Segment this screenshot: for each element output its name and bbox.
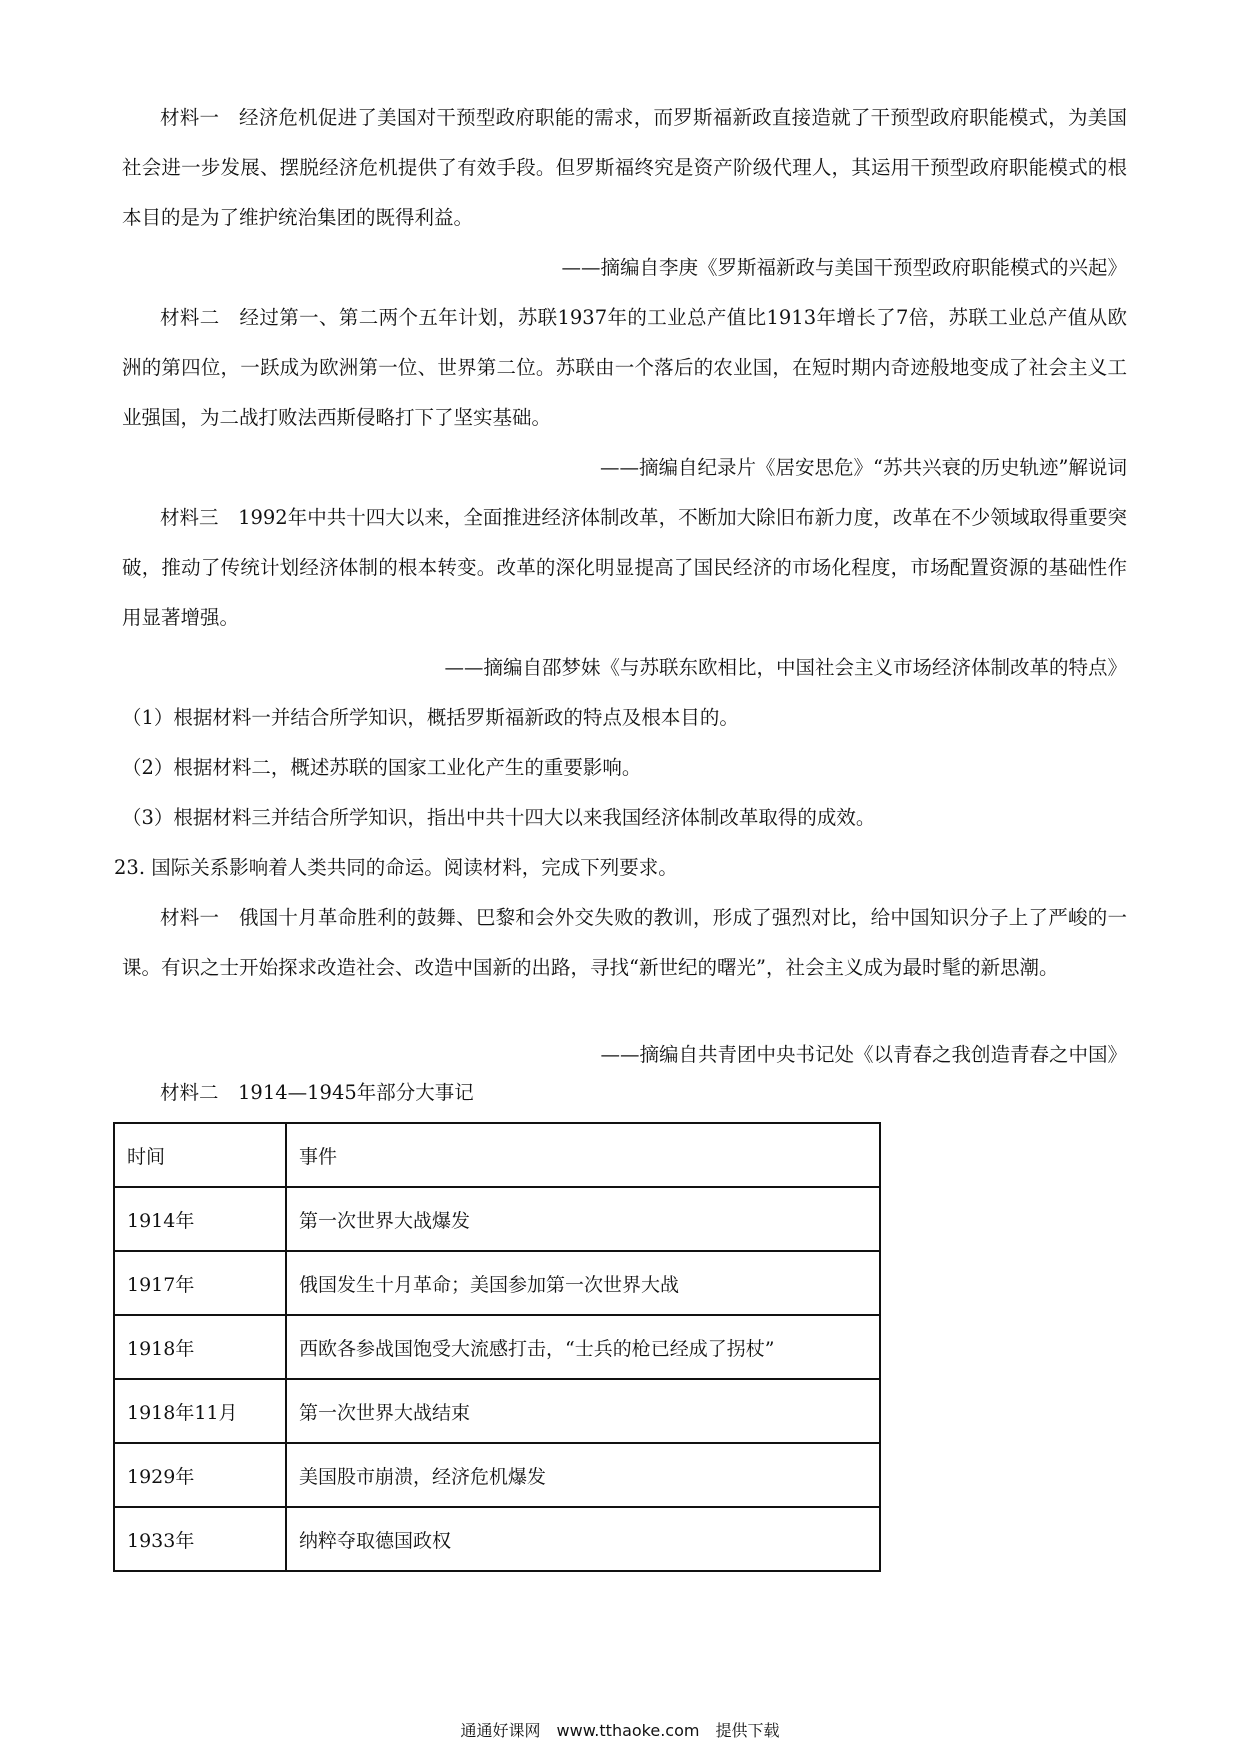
table-row (114, 1251, 880, 1315)
material3-paragraph: 材料三 1992年中共十四大以来，全面推进经济体制改革，不断加大除旧布新力度，改革在不少领域取得重要突破，推动了传统计划经济体制的根本转变。改革的深化明显提高了国民经济的市场化程度，市场配置资源的基础性作用显著增强。 (122, 506, 1127, 629)
table-row (114, 1443, 880, 1507)
table-header-cell: 事件 (286, 1123, 880, 1187)
table-cell-event: 第一次世界大战爆发 (286, 1187, 880, 1251)
material3-source: ——摘编自邵梦妹《与苏联东欧相比，中国社会主义市场经济体制改革的特点》 (444, 656, 1127, 679)
table-cell-time: 1929年 (114, 1443, 286, 1507)
table-header-row (114, 1123, 880, 1187)
table-row (114, 1315, 880, 1379)
question-1: （1）根据材料一并结合所学知识，概括罗斯福新政的特点及根本目的。 (122, 706, 739, 729)
table-cell-time: 1918年 (114, 1315, 286, 1379)
page-footer: 通通好课网 www.tthaoke.com 提供下载 (460, 1721, 780, 1740)
table-cell-time: 1917年 (114, 1251, 286, 1315)
table-cell-time: 1914年 (114, 1187, 286, 1251)
material2-paragraph: 材料二 经过第一、第二两个五年计划，苏联1937年的工业总产值比1913年增长了7倍，苏联工业总产值从欧洲的第四位，一跃成为欧洲第一位、世界第二位。苏联由一个落后的农业国，在短时期内奇迹般地变成了社会主义工业强国，为二战打败法西斯侵略打下了坚实基础。 (122, 306, 1127, 429)
table-row (114, 1507, 880, 1571)
q23-material1-paragraph: 材料一 俄国十月革命胜利的鼓舞、巴黎和会外交失败的教训，形成了强烈对比，给中国知识分子上了严峻的一课。有识之士开始探求改造社会、改造中国新的出路，寻找“新世纪的曙光”，社会主义成为最时髦的新思潮。 (122, 906, 1127, 979)
material1-source: ——摘编自李庚《罗斯福新政与美国干预型政府职能模式的兴起》 (561, 256, 1127, 279)
question-2: （2）根据材料二，概述苏联的国家工业化产生的重要影响。 (122, 756, 642, 779)
table-row (114, 1187, 880, 1251)
material1-paragraph: 材料一 经济危机促进了美国对干预型政府职能的需求，而罗斯福新政直接造就了干预型政府职能模式，为美国社会进一步发展、摆脱经济危机提供了有效手段。但罗斯福终究是资产阶级代理人，其运用干预型政府职能模式的根本目的是为了维护统治集团的既得利益。 (122, 106, 1127, 229)
table-cell-event: 西欧各参战国饱受大流感打击，“士兵的枪已经成了拐杖” (286, 1315, 880, 1379)
table-cell-event: 美国股市崩溃，经济危机爆发 (286, 1443, 880, 1507)
question-23-title: 23. 国际关系影响着人类共同的命运。阅读材料，完成下列要求。 (114, 856, 678, 879)
events-table (113, 1122, 881, 1572)
table-cell-time: 1918年11月 (114, 1379, 286, 1443)
q23-material2-caption: 材料二 1914—1945年部分大事记 (160, 1081, 474, 1104)
table-header-cell: 时间 (114, 1123, 286, 1187)
table-cell-event: 第一次世界大战结束 (286, 1379, 880, 1443)
table-row (114, 1379, 880, 1443)
question-3: （3）根据材料三并结合所学知识，指出中共十四大以来我国经济体制改革取得的成效。 (122, 806, 876, 829)
table-cell-event: 俄国发生十月革命；美国参加第一次世界大战 (286, 1251, 880, 1315)
table-cell-event: 纳粹夺取德国政权 (286, 1507, 880, 1571)
table-cell-time: 1933年 (114, 1507, 286, 1571)
material2-source: ——摘编自纪录片《居安思危》“苏共兴衰的历史轨迹”解说词 (600, 456, 1127, 479)
q23-material1-source: ——摘编自共青团中央书记处《以青春之我创造青春之中国》 (600, 1043, 1127, 1066)
